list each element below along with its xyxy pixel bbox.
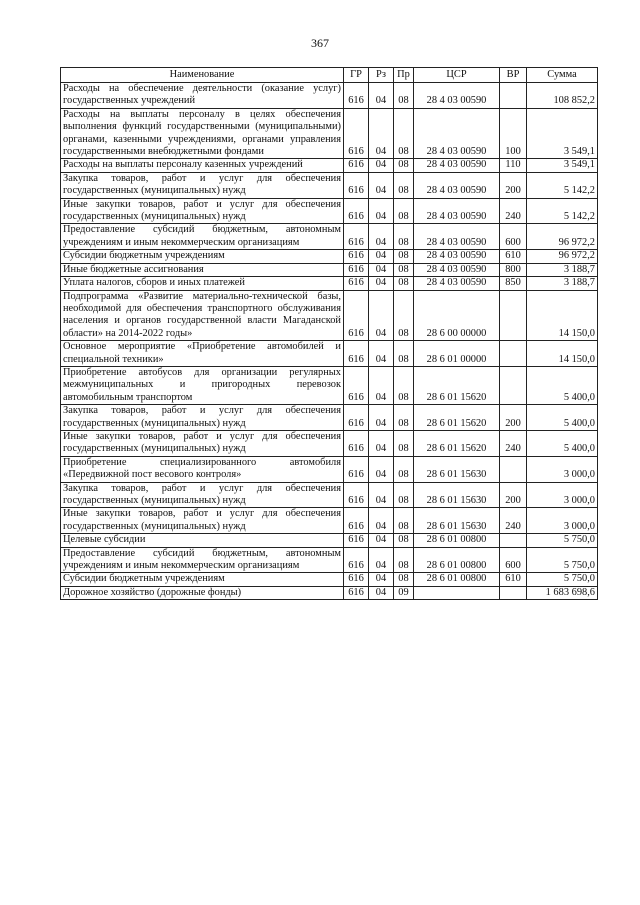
cell-sum: 96 972,2	[527, 224, 598, 250]
table-row	[61, 290, 598, 341]
cell-rz: 04	[369, 263, 394, 276]
cell-name: Расходы на выплаты персоналу казенных учреждений	[61, 159, 344, 172]
cell-sum: 14 150,0	[527, 341, 598, 367]
cell-rz: 04	[369, 586, 394, 599]
cell-csr: 28 6 01 15630	[414, 456, 500, 482]
cell-pr: 08	[394, 250, 414, 263]
cell-gr: 616	[344, 83, 369, 109]
header-rz: Рз	[369, 68, 394, 83]
cell-csr: 28 4 03 00590	[414, 108, 500, 159]
cell-pr: 08	[394, 547, 414, 573]
cell-gr: 616	[344, 508, 369, 534]
cell-rz: 04	[369, 83, 394, 109]
cell-pr: 08	[394, 456, 414, 482]
cell-pr: 08	[394, 405, 414, 431]
cell-name: Закупка товаров, работ и услуг для обеспечения государственных (муниципальных) нужд	[61, 172, 344, 198]
cell-sum: 5 750,0	[527, 547, 598, 573]
cell-vr	[500, 456, 527, 482]
cell-pr: 08	[394, 573, 414, 586]
cell-vr: 610	[500, 573, 527, 586]
table-row	[61, 159, 598, 172]
cell-sum: 5 400,0	[527, 405, 598, 431]
table-row	[61, 508, 598, 534]
cell-vr: 240	[500, 430, 527, 456]
cell-pr: 08	[394, 159, 414, 172]
cell-name: Закупка товаров, работ и услуг для обеспечения государственных (муниципальных) нужд	[61, 482, 344, 508]
table-header-row	[61, 68, 598, 83]
cell-gr: 616	[344, 547, 369, 573]
cell-gr: 616	[344, 341, 369, 367]
header-pr: Пр	[394, 68, 414, 83]
cell-vr	[500, 366, 527, 404]
cell-name: Расходы на обеспечение деятельности (оказание услуг) государственных учреждений	[61, 83, 344, 109]
cell-sum: 5 142,2	[527, 198, 598, 224]
table-row	[61, 277, 598, 290]
cell-csr: 28 4 03 00590	[414, 159, 500, 172]
cell-csr: 28 6 01 15620	[414, 430, 500, 456]
cell-vr: 600	[500, 547, 527, 573]
cell-csr: 28 6 00 00000	[414, 290, 500, 341]
cell-name: Основное мероприятие «Приобретение автомобилей и специальной техники»	[61, 341, 344, 367]
cell-sum: 5 750,0	[527, 534, 598, 547]
cell-vr: 610	[500, 250, 527, 263]
cell-gr: 616	[344, 534, 369, 547]
cell-rz: 04	[369, 534, 394, 547]
cell-csr: 28 6 01 15620	[414, 366, 500, 404]
cell-name: Субсидии бюджетным учреждениям	[61, 250, 344, 263]
table-row	[61, 482, 598, 508]
header-vr: ВР	[500, 68, 527, 83]
cell-gr: 616	[344, 573, 369, 586]
cell-pr: 08	[394, 263, 414, 276]
table-row	[61, 198, 598, 224]
cell-vr	[500, 586, 527, 599]
cell-name: Подпрограмма «Развитие материально-технической базы, необходимой для обеспечения транспортного обслуживания населения и органов государственной власти Магаданской области» на 2014-2022 годы»	[61, 290, 344, 341]
cell-gr: 616	[344, 366, 369, 404]
cell-vr: 240	[500, 198, 527, 224]
cell-vr	[500, 290, 527, 341]
cell-sum: 5 142,2	[527, 172, 598, 198]
cell-pr: 08	[394, 366, 414, 404]
cell-gr: 616	[344, 250, 369, 263]
cell-pr: 08	[394, 83, 414, 109]
cell-name: Приобретение автобусов для организации регулярных межмуниципальных и пригородных перевозок автомобильным транспортом	[61, 366, 344, 404]
cell-name: Приобретение специализированного автомобиля «Передвижной пост весового контроля»	[61, 456, 344, 482]
table-row	[61, 172, 598, 198]
cell-gr: 616	[344, 172, 369, 198]
cell-rz: 04	[369, 224, 394, 250]
cell-rz: 04	[369, 482, 394, 508]
cell-name: Иные закупки товаров, работ и услуг для обеспечения государственных (муниципальных) нужд	[61, 508, 344, 534]
cell-rz: 04	[369, 430, 394, 456]
cell-csr: 28 4 03 00590	[414, 83, 500, 109]
table-row	[61, 250, 598, 263]
cell-gr: 616	[344, 108, 369, 159]
cell-gr: 616	[344, 430, 369, 456]
table-row	[61, 430, 598, 456]
table-row	[61, 534, 598, 547]
table-row	[61, 224, 598, 250]
cell-pr: 08	[394, 290, 414, 341]
cell-pr: 08	[394, 108, 414, 159]
cell-csr: 28 6 01 00800	[414, 534, 500, 547]
cell-sum: 108 852,2	[527, 83, 598, 109]
cell-csr: 28 4 03 00590	[414, 277, 500, 290]
cell-vr: 110	[500, 159, 527, 172]
cell-rz: 04	[369, 405, 394, 431]
cell-rz: 04	[369, 508, 394, 534]
cell-sum: 5 400,0	[527, 430, 598, 456]
cell-gr: 616	[344, 159, 369, 172]
table-row	[61, 366, 598, 404]
cell-gr: 616	[344, 586, 369, 599]
cell-csr: 28 4 03 00590	[414, 172, 500, 198]
table-row	[61, 263, 598, 276]
cell-sum: 5 750,0	[527, 573, 598, 586]
cell-csr: 28 4 03 00590	[414, 250, 500, 263]
cell-csr: 28 4 03 00590	[414, 224, 500, 250]
cell-sum: 3 000,0	[527, 482, 598, 508]
cell-gr: 616	[344, 263, 369, 276]
table-row	[61, 456, 598, 482]
cell-rz: 04	[369, 341, 394, 367]
cell-sum: 3 000,0	[527, 456, 598, 482]
cell-sum: 1 683 698,6	[527, 586, 598, 599]
table-row	[61, 108, 598, 159]
cell-gr: 616	[344, 405, 369, 431]
cell-rz: 04	[369, 198, 394, 224]
cell-name: Закупка товаров, работ и услуг для обеспечения государственных (муниципальных) нужд	[61, 405, 344, 431]
cell-pr: 08	[394, 482, 414, 508]
cell-csr: 28 6 01 00000	[414, 341, 500, 367]
cell-csr: 28 6 01 15630	[414, 508, 500, 534]
cell-rz: 04	[369, 250, 394, 263]
cell-name: Субсидии бюджетным учреждениям	[61, 573, 344, 586]
cell-csr: 28 6 01 15620	[414, 405, 500, 431]
cell-rz: 04	[369, 172, 394, 198]
cell-rz: 04	[369, 108, 394, 159]
table-row	[61, 83, 598, 109]
cell-sum: 3 549,1	[527, 108, 598, 159]
cell-sum: 3 188,7	[527, 277, 598, 290]
budget-table	[60, 67, 598, 600]
cell-vr: 600	[500, 224, 527, 250]
cell-sum: 14 150,0	[527, 290, 598, 341]
cell-vr: 850	[500, 277, 527, 290]
cell-sum: 3 188,7	[527, 263, 598, 276]
cell-name: Иные закупки товаров, работ и услуг для обеспечения государственных (муниципальных) нужд	[61, 430, 344, 456]
cell-rz: 04	[369, 366, 394, 404]
cell-name: Иные бюджетные ассигнования	[61, 263, 344, 276]
cell-name: Целевые субсидии	[61, 534, 344, 547]
cell-vr	[500, 534, 527, 547]
table-row	[61, 586, 598, 599]
cell-pr: 08	[394, 534, 414, 547]
cell-gr: 616	[344, 224, 369, 250]
cell-rz: 04	[369, 277, 394, 290]
header-gr: ГР	[344, 68, 369, 83]
header-csr: ЦСР	[414, 68, 500, 83]
cell-pr: 08	[394, 198, 414, 224]
cell-name: Иные закупки товаров, работ и услуг для обеспечения государственных (муниципальных) нужд	[61, 198, 344, 224]
cell-vr: 200	[500, 482, 527, 508]
cell-sum: 96 972,2	[527, 250, 598, 263]
cell-rz: 04	[369, 290, 394, 341]
cell-pr: 08	[394, 277, 414, 290]
cell-name: Предоставление субсидий бюджетным, автономным учреждениям и иным некоммерческим организациям	[61, 547, 344, 573]
table-row	[61, 573, 598, 586]
cell-gr: 616	[344, 482, 369, 508]
cell-name: Предоставление субсидий бюджетным, автономным учреждениям и иным некоммерческим организациям	[61, 224, 344, 250]
cell-csr: 28 6 01 00800	[414, 547, 500, 573]
cell-csr: 28 4 03 00590	[414, 263, 500, 276]
cell-name: Уплата налогов, сборов и иных платежей	[61, 277, 344, 290]
cell-vr: 800	[500, 263, 527, 276]
cell-vr: 200	[500, 405, 527, 431]
cell-pr: 09	[394, 586, 414, 599]
cell-pr: 08	[394, 341, 414, 367]
cell-pr: 08	[394, 172, 414, 198]
cell-csr: 28 4 03 00590	[414, 198, 500, 224]
cell-csr: 28 6 01 15630	[414, 482, 500, 508]
cell-vr: 200	[500, 172, 527, 198]
cell-rz: 04	[369, 547, 394, 573]
cell-rz: 04	[369, 159, 394, 172]
cell-sum: 3 000,0	[527, 508, 598, 534]
page-number: 367	[311, 36, 329, 50]
cell-vr: 240	[500, 508, 527, 534]
table-row	[61, 341, 598, 367]
cell-pr: 08	[394, 430, 414, 456]
cell-vr	[500, 83, 527, 109]
cell-sum: 5 400,0	[527, 366, 598, 404]
cell-gr: 616	[344, 290, 369, 341]
cell-pr: 08	[394, 224, 414, 250]
cell-rz: 04	[369, 456, 394, 482]
cell-rz: 04	[369, 573, 394, 586]
cell-gr: 616	[344, 456, 369, 482]
cell-csr	[414, 586, 500, 599]
header-sum: Сумма	[527, 68, 598, 83]
cell-gr: 616	[344, 277, 369, 290]
cell-sum: 3 549,1	[527, 159, 598, 172]
cell-vr	[500, 341, 527, 367]
table-row	[61, 547, 598, 573]
cell-csr: 28 6 01 00800	[414, 573, 500, 586]
cell-name: Дорожное хозяйство (дорожные фонды)	[61, 586, 344, 599]
table-row	[61, 405, 598, 431]
cell-name: Расходы на выплаты персоналу в целях обеспечения выполнения функций государственными (муниципальными) органами, казенными учреждениями, органами управления государственными внебюджетными фондами	[61, 108, 344, 159]
header-name: Наименование	[61, 68, 344, 83]
table-body	[61, 83, 598, 600]
cell-pr: 08	[394, 508, 414, 534]
cell-vr: 100	[500, 108, 527, 159]
cell-gr: 616	[344, 198, 369, 224]
